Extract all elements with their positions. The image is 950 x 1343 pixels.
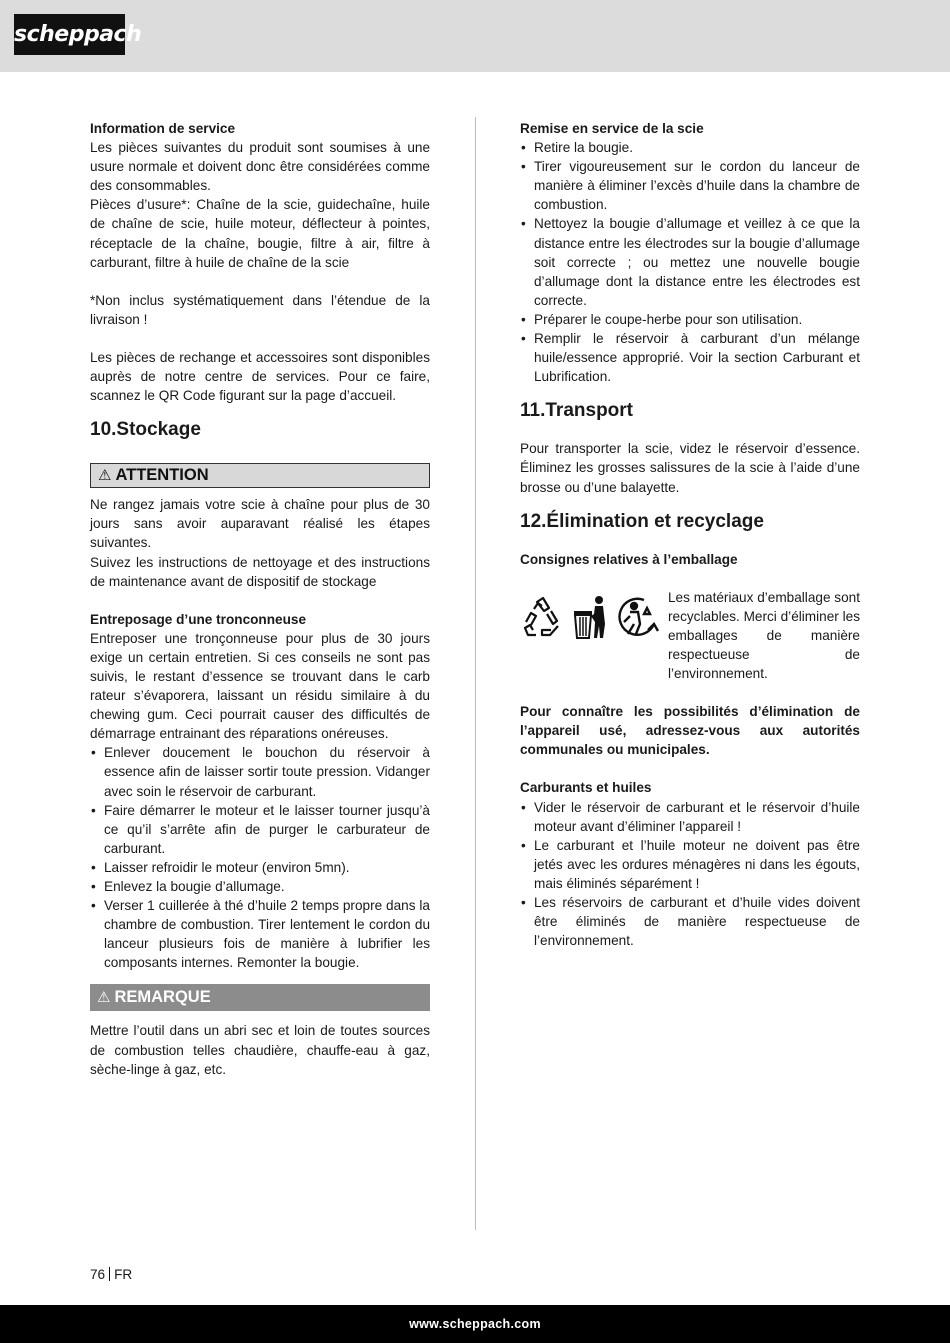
list-item: • Laisser refroidir le moteur (environ 5mn). bbox=[90, 858, 430, 877]
list-item: • Faire démarrer le moteur et le laisser tourner jusqu’à ce qu’il s’arrête afin de purger le carburateur de carburant. bbox=[90, 801, 430, 858]
section-title: Transport bbox=[545, 400, 633, 422]
section-heading-stockage bbox=[90, 417, 430, 443]
section-number: 10. bbox=[90, 419, 117, 441]
list-item: • Enlever doucement le bouchon du réservoir à essence afin de laisser sortir toute pression. Vidanger avec soin le réservoir de carburant. bbox=[90, 743, 430, 800]
section-title: Stockage bbox=[116, 419, 201, 441]
list-item: • Verser 1 cuillerée à thé d’huile 2 temps propre dans la chambre de combustion. Tirer lentement le cordon du lanceur plusieurs fois de manière à lubrifier les composants internes. Remonter la bougie. bbox=[90, 896, 430, 972]
section-number: 12. bbox=[520, 510, 547, 532]
list-item: • Remplir le réservoir à carburant d’un mélange huile/essence approprié. Voir la section Carburant et Lubrification. bbox=[520, 329, 860, 386]
list-item: • Le carburant et l’huile moteur ne doivent pas être jetés avec les ordures ménagères ni dans les égouts, mais éliminés séparément ! bbox=[520, 836, 860, 893]
list-item: • Retire la bougie. bbox=[520, 138, 860, 157]
entreposage-list bbox=[90, 743, 430, 972]
left-column bbox=[90, 119, 430, 1079]
service-paragraph-2: Pièces d’usure*: Chaîne de la scie, guidechaîne, huile de chaîne de scie, huile moteur, déflecteur à pointes, réceptacle de la chaîne, bougie, filtre à air, filtre à carburant, filtre à huile de chaîne de la scie bbox=[90, 197, 430, 270]
recycling-icons bbox=[520, 588, 668, 640]
section-title: Élimination et recyclage bbox=[546, 510, 764, 532]
trash-person-icon bbox=[570, 594, 610, 640]
right-column bbox=[520, 119, 860, 950]
emballage-paragraph: Les matériaux d’emballage sont recyclables. Merci d’éliminer les emballages de manière respectueuse de l’environnement. bbox=[668, 589, 860, 682]
list-item: • Tirer vigoureusement sur le cordon du lanceur de manière à éliminer l’excès d’huile dans la chambre de combustion. bbox=[520, 157, 860, 214]
recycle-icon bbox=[520, 594, 566, 640]
warning-triangle-icon: ⚠ bbox=[98, 467, 112, 485]
service-paragraph-1: Les pièces suivantes du produit sont soumises à une usure normale et doivent donc être considérées comme des consommables. bbox=[90, 140, 430, 194]
list-item: • Vider le réservoir de carburant et le réservoir d’huile moteur avant d’éliminer l’appareil ! bbox=[520, 798, 860, 836]
carburants-title: Carburants et huiles bbox=[520, 780, 652, 796]
autorites-paragraph: Pour connaître les possibilités d’élimination de l’appareil usé, adressez-vous aux autorités communales ou municipales. bbox=[520, 704, 860, 758]
bottom-bar bbox=[0, 1305, 950, 1343]
service-note: *Non inclus systématiquement dans l’étendue de la livraison ! bbox=[90, 292, 430, 327]
entreposage-paragraph: Entreposer une tronçonneuse pour plus de 30 jours exige un certain entretien. Si ces conseils ne sont pas suivis, le restant d’essence se trouvant dans le carb rateur s’évaporera, laissant un résidu similaire à du chewing gum. Ceci pourrait causer des difficultés de démarrage entrainant des réparations onéreuses. bbox=[90, 630, 430, 742]
list-item: • Nettoyez la bougie d’allumage et veillez à ce que la distance entre les électrodes sur la bougie d’allumage soit correcte ; ou mettez une nouvelle bougie d’allumage dont la distance entre les électrodes est correcte. bbox=[520, 214, 860, 309]
entreposage-title: Entreposage d’une tronconneuse bbox=[90, 611, 307, 627]
section-number: 11. bbox=[520, 400, 546, 422]
remise-title: Remise en service de la scie bbox=[520, 121, 704, 136]
section-heading-elimination bbox=[520, 509, 860, 535]
section-heading-transport bbox=[520, 398, 860, 424]
emballage-block bbox=[520, 588, 860, 683]
warning-triangle-icon: ⚠ bbox=[97, 989, 111, 1007]
service-title: Information de service bbox=[90, 121, 236, 136]
remise-list bbox=[520, 138, 860, 386]
emballage-title: Consignes relatives à l’emballage bbox=[520, 551, 738, 567]
language-code: FR bbox=[114, 1267, 133, 1282]
triman-icon bbox=[614, 594, 660, 640]
page-number: 76 bbox=[90, 1267, 106, 1282]
website-url: www.scheppach.com bbox=[409, 1317, 541, 1331]
attention-paragraph-1: Ne rangez jamais votre scie à chaîne pour plus de 30 jours sans avoir auparavant réalisé les étapes suivantes. bbox=[90, 497, 430, 551]
remarque-label: REMARQUE bbox=[114, 988, 211, 1007]
list-item: • Préparer le coupe-herbe pour son utilisation. bbox=[520, 310, 860, 329]
column-divider bbox=[475, 117, 476, 1230]
remarque-paragraph: Mettre l’outil dans un abri sec et loin de toutes sources de combustion telles chaudière, chauffe-eau à gaz, sèche-linge à gaz, etc. bbox=[90, 1023, 430, 1077]
header-bar bbox=[0, 0, 950, 72]
scheppach-logo: scheppach bbox=[14, 14, 125, 55]
list-item: • Enlevez la bougie d’allumage. bbox=[90, 877, 430, 896]
carburants-list bbox=[520, 798, 860, 951]
list-item: • Les réservoirs de carburant et d’huile vides doivent être éliminés de manière respectueuse de l’environnement. bbox=[520, 893, 860, 950]
transport-paragraph: Pour transporter la scie, videz le réservoir d’essence. Éliminez les grosses salissures de la scie à l’aide d’une brosse ou d’une balayette. bbox=[520, 441, 860, 495]
attention-paragraph-2: Suivez les instructions de nettoyage et des instructions de maintenance avant de dispositif de stockage bbox=[90, 554, 430, 589]
page-footer bbox=[90, 1265, 132, 1284]
attention-label: ATTENTION bbox=[115, 466, 209, 485]
attention-box bbox=[90, 463, 430, 488]
footer-separator bbox=[109, 1267, 110, 1281]
remarque-box bbox=[90, 984, 430, 1011]
service-paragraph-3: Les pièces de rechange et accessoires sont disponibles auprès de notre centre de services. Pour ce faire, scannez le QR Code figurant sur la page d’accueil. bbox=[90, 349, 430, 404]
